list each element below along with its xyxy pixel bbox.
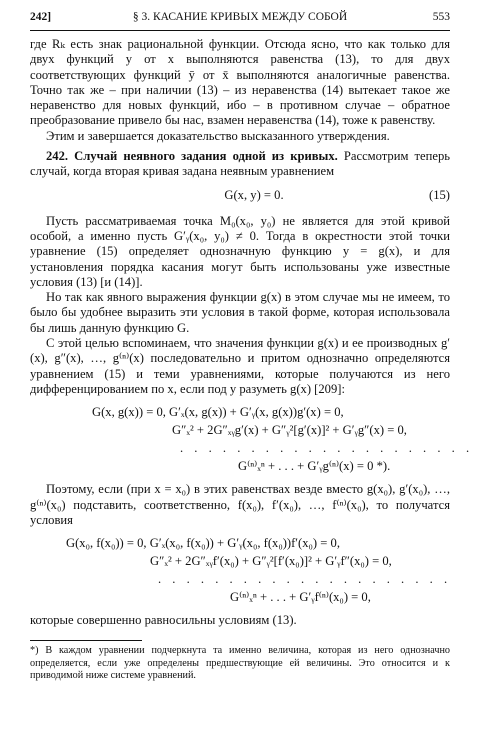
page-header: [30, 8, 450, 26]
paragraph-2: Этим и завершается доказательство высказанного утверждения.: [46, 128, 390, 143]
equation-15-formula: G(x, y) = 0.: [224, 187, 284, 202]
system-2-line: G⁽ⁿ⁾ₓⁿ + . . . + G′ᵧf⁽ⁿ⁾(x₀) = 0,: [230, 590, 371, 605]
section-heading: 242. Случай неявного задания одной из кривых.: [46, 149, 338, 164]
section-242: [30, 149, 450, 180]
section-number: 242]: [30, 11, 52, 23]
paragraph-5: Но так как явного выражения функции g(x) в этом случае мы не имеем, то было бы удобнее выразить эти условия в такой форме, которая использовала бы лишь данную функцию G.: [30, 290, 450, 335]
paragraph-6: С этой целью вспоминаем, что значения функции g(x) и ее производных g′(x), g″(x), …, g⁽ⁿ⁾(x) последовательно и притом однозначно определяются уравнением (15) и теми уравнениями, которые получаются из него дифференцированием по x, если под y разуметь g(x) [209]:: [30, 336, 450, 396]
paragraph-7: Поэтому, если (при x = x₀) в этих равенствах везде вместо g(x₀), g′(x₀), …, g⁽ⁿ⁾(x₀) подставить, соответственно, f(x₀), f′(x₀), …, f⁽ⁿ⁾(x₀), то получатся условия: [30, 482, 450, 527]
equation-15-number: (15): [429, 187, 450, 202]
equation-system-1: [30, 403, 474, 475]
paragraph-8: которые совершенно равносильны условиям (13).: [30, 613, 297, 628]
footnote-rule: [30, 640, 142, 641]
system-2-line: G(x₀, f(x₀)) = 0, G′ₓ(x₀, f(x₀)) + G′ᵧ(x₀, f(x₀))f′(x₀) = 0,: [66, 536, 340, 551]
system-2-ellipsis: . . . . . . . . . . . . . . . . . . . . .: [158, 572, 452, 587]
section-intro: Рассмотрим теперь случай, когда вторая кривая задана неявным уравнением: [30, 149, 450, 179]
system-1-ellipsis: . . . . . . . . . . . . . . . . . . . . .: [180, 441, 474, 456]
page-number: 553: [432, 11, 450, 23]
equation-15: [30, 188, 450, 205]
header-rule: [30, 30, 450, 31]
equation-system-2: [30, 534, 450, 606]
footnote: *) В каждом уравнении подчеркнута та именно величина, которая из него однозначно определяется, если уже определены предшествующие ей величины. Это относится и к приводимой ниже системе уравнений.: [30, 645, 450, 682]
system-1-line: G(x, g(x)) = 0, G′ₓ(x, g(x)) + G′ᵧ(x, g(x))g′(x) = 0,: [92, 405, 344, 420]
running-title: § 3. КАСАНИЕ КРИВЫХ МЕЖДУ СОБОЙ: [132, 11, 348, 23]
paragraph-1: где Rₖ есть знак рациональной функции. Отсюда ясно, что как только для двух функций y от x выполняются равенства (13), то для двух соответствующих функций ȳ от x̄ выполняются аналогичные равенства. Точно так же – при наличии (13) – из неравенства (14) вытекает такое же неравенство для новых функций, ибо – в противном случае – обратное преобразование привело бы нас, взамен неравенства (14), тоже к равенству.: [30, 37, 450, 128]
system-1-line: G⁽ⁿ⁾ₓⁿ + . . . + G′ᵧg⁽ⁿ⁾(x) = 0 *).: [238, 459, 391, 474]
system-1-line: G″ₓ² + 2G″ₓᵧg′(x) + G″ᵧ²[g′(x)]² + G′ᵧg″(x) = 0,: [172, 423, 407, 438]
paragraph-4: Пусть рассматриваемая точка M₀(x₀, y₀) не является для этой кривой особой, а именно пусть G′ᵧ(x₀, y₀) ≠ 0. Тогда в окрестности этой точки уравнение (15) определяет однозначную функцию y = g(x), и для установления порядка касания могут быть использованы уже известные условия (13) [и (14)].: [30, 213, 450, 289]
system-2-line: G″ₓ² + 2G″ₓᵧf′(x₀) + G″ᵧ²[f′(x₀)]² + G′ᵧf″(x₀) = 0,: [150, 554, 392, 569]
